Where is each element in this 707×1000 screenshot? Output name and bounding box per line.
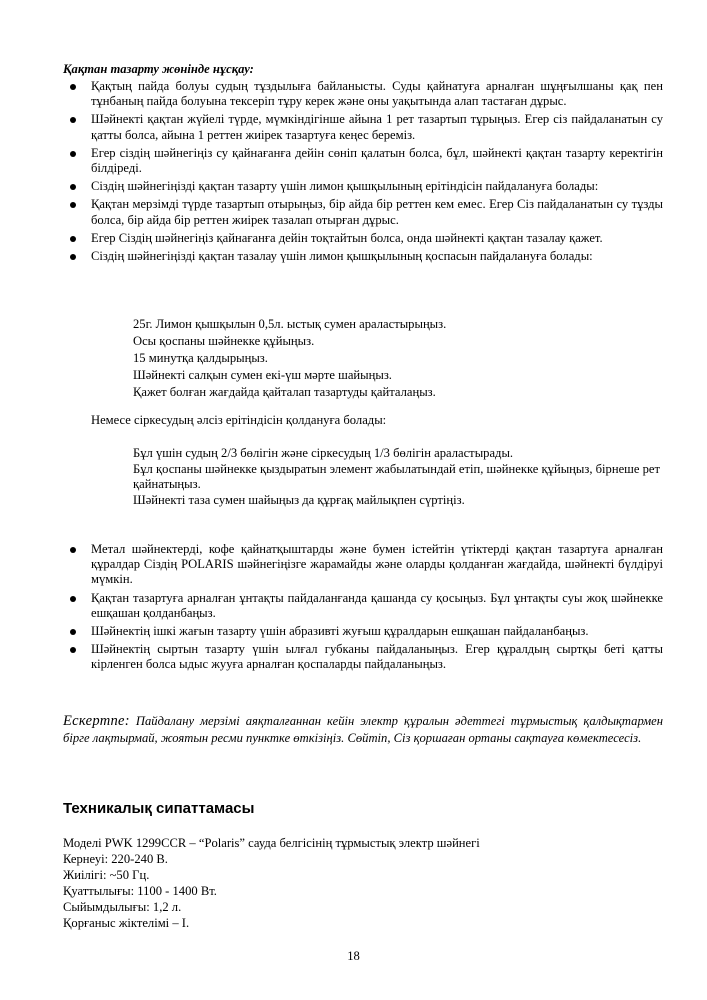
step-line: Осы қоспаны шәйнекке құйыңыз. <box>133 334 315 348</box>
list-item: Шәйнектің ішкі жағын тазарту үшін абразивті жуғыш құралдарын ешқашан пайдаланбаңыз. <box>63 624 663 639</box>
spec-line: Кернеуі: 220-240 В. <box>63 852 168 866</box>
bullet-icon <box>70 117 76 123</box>
list-item: Шәйнектің сыртын тазарту үшін ылғал губканы пайдаланыңыз. Егер құралдың сыртқы беті қатты кірленген болса ыдыс жууға арналған қоспаларды пайдаланыңыз. <box>63 642 663 672</box>
bullet-icon <box>70 202 76 208</box>
list-item: Егер сіздің шәйнегіңіз су қайнағанға дейін сөніп қалатын болса, бұл, шәйнекті қақтан тазарту керектігін білдіреді. <box>63 146 663 176</box>
list-item: Метал шәйнектерді, кофе қайнатқыштарды және бумен істейтін үтіктерді қақтан тазартуға арналған құралдар Сіздің POLARIS шәйнегіңізге жарамайды және оларды қолданған жағдайда, шәйнекті бүлдіруі мүмкін. <box>63 542 663 588</box>
step-line: 15 минутқа қалдырыңыз. <box>133 351 268 365</box>
step-line: Бұл үшін судың 2/3 бөлігін және сіркесудың 1/3 бөлігін араластырады. <box>133 446 514 460</box>
note-text: Пайдалану мерзімі аяқталғаннан кейін электр құралын әдеттегі тұрмыстық қалдықтармен бірге лақтырмай, жоятын ресми пунктке өткізіңіз. Сөйтіп, Сіз қоршаған ортаны сақтауға көмектесесіз. <box>63 714 663 745</box>
warnings-bullet-list <box>63 542 663 676</box>
list-item: Қақтан тазартуға арналған ұнтақты пайдаланғанда қашанда су қосыңыз. Бұл ұнтақты суы жоқ шәйнекке ешқашан қолданбаңыз. <box>63 591 663 621</box>
vinegar-alternative-text: Немесе сіркесудың әлсіз ерітіндісін қолдануға болады: <box>91 413 387 427</box>
bullet-icon <box>70 184 76 190</box>
spec-line: Жиілігі: ~50 Гц. <box>63 868 150 882</box>
disposal-note <box>63 713 663 747</box>
list-item: Егер Сіздің шәйнегіңіз қайнағанға дейін тоқтайтын болса, онда шәйнекті қақтан тазалау қажет. <box>63 231 663 246</box>
spec-line: Қорғаныс жіктелімі – I. <box>63 916 190 930</box>
bullet-icon <box>70 151 76 157</box>
descaling-bullet-list <box>63 79 663 267</box>
list-item: Қақтың пайда болуы судың тұздылыға байланысты. Суды қайнатуға арналған шұңғылшаны қақ пен тұнбаның пайда болуына тексеріп тұру керек және оны уақытында алап тастаған дұрыс. <box>63 79 663 109</box>
step-line: Шәйнекті таза сумен шайыңыз да құрғақ майлықпен сүртіңіз. <box>133 492 465 507</box>
spec-line: Қуаттылығы: 1100 - 1400 Вт. <box>63 884 217 898</box>
step-line: Қажет болған жағдайда қайталап тазартуды қайталаңыз. <box>133 385 436 399</box>
bullet-icon <box>70 254 76 260</box>
vinegar-steps <box>133 446 663 508</box>
specs-title: Техникалық сипаттамасы <box>63 800 255 817</box>
section-heading: Қақтан тазарту жөнінде нұсқау: <box>63 62 254 76</box>
step-line: 25г. Лимон қышқылын 0,5л. ыстық сумен араластырыңыз. <box>133 317 447 331</box>
spec-line: Сыйымдылығы: 1,2 л. <box>63 900 182 914</box>
bullet-icon <box>70 647 76 653</box>
bullet-icon <box>70 547 76 553</box>
list-item: Шәйнекті қақтан жүйелі түрде, мүмкіндігінше айына 1 рет тазартып тұрыңыз. Егер сіз пайдаланатын су қатты болса, айына 1 реттен жиірек тазартуға кеңес береміз. <box>63 112 663 142</box>
bullet-icon <box>70 596 76 602</box>
spec-line: Моделі PWK 1299CCR – “Polaris” сауда белгісінің тұрмыстық электр шәйнегі <box>63 836 480 850</box>
page-number: 18 <box>347 949 360 963</box>
step-line: Шәйнекті салқын сумен екі-үш мәрте шайыңыз. <box>133 368 392 382</box>
bullet-icon <box>70 236 76 242</box>
note-label: Ескертпе: <box>63 713 130 729</box>
bullet-icon <box>70 84 76 90</box>
lemon-acid-steps <box>133 316 446 401</box>
step-line: Бұл қоспаны шәйнекке қыздыратын элемент жабылатындай етіп, шәйнекке құйыңыз, бірнеше рет қайнатыңыз. <box>133 461 660 491</box>
bullet-icon <box>70 629 76 635</box>
list-item: Қақтан мерзімді түрде тазартып отырыңыз, бір айда бір реттен кем емес. Егер Сіз пайдаланатын су тұзды болса, бір айда бір реттен жиірек тазалап отырған дұрыс. <box>63 197 663 227</box>
list-item: Сіздің шәйнегіңізді қақтан тазалау үшін лимон қышқылының қоспасын пайдалануға болады: <box>63 249 663 264</box>
list-item: Сіздің шәйнегіңізді қақтан тазарту үшін лимон қышқылының ерітіндісін пайдалануға болады: <box>63 179 663 194</box>
specs-list <box>63 835 480 931</box>
